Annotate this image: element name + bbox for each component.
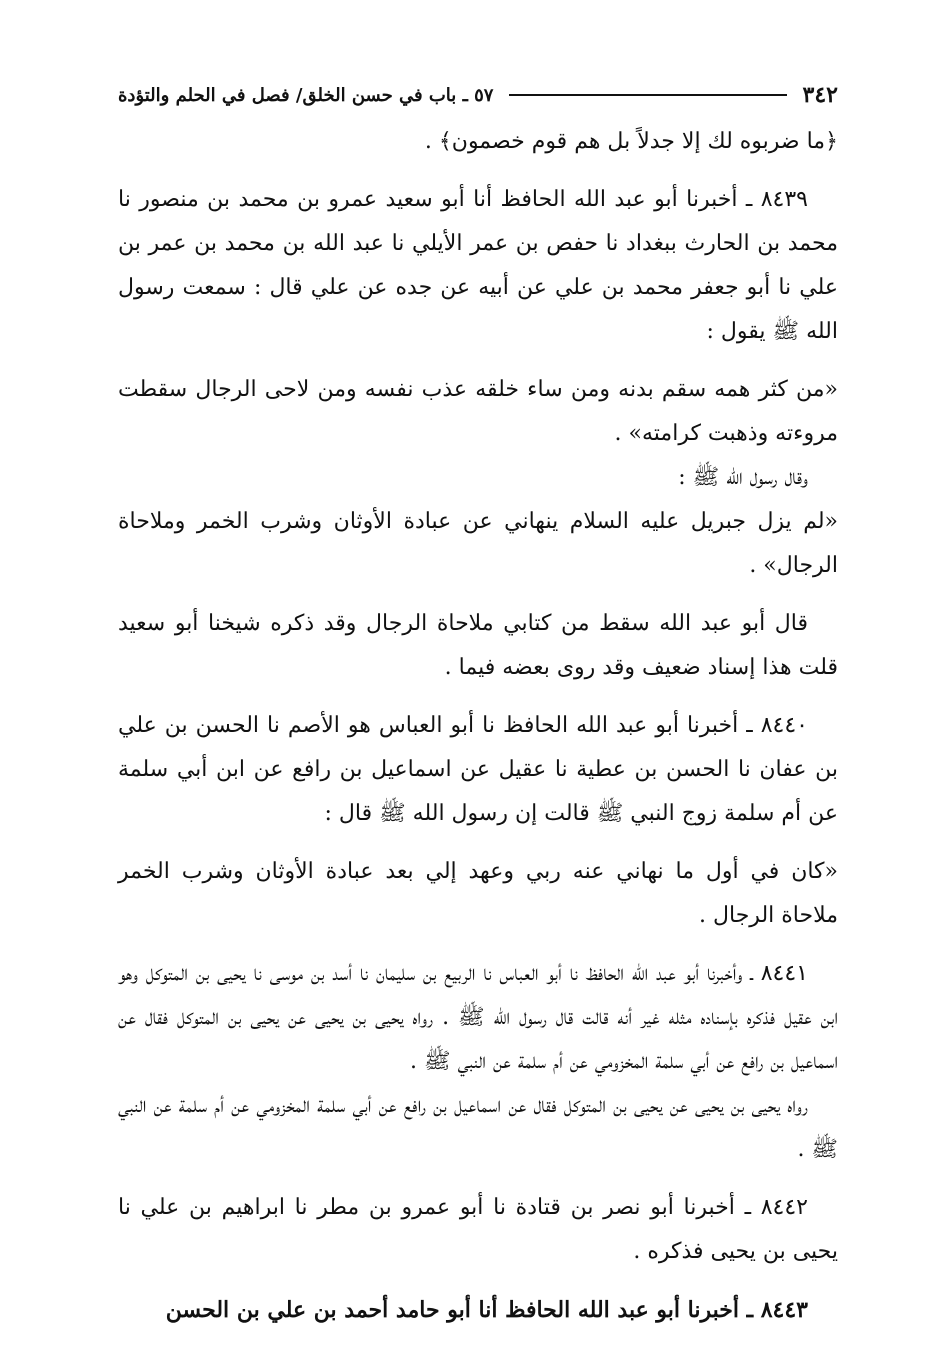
paragraph-5: «لم يزل جبريل عليه السلام ينهاني عن عبادة الأوثان وشرب الخمر وملاحاة الرجال» .: [118, 509, 838, 578]
page-header: [118, 78, 838, 112]
page-number: ٣٤٢: [802, 82, 838, 108]
body-text: [118, 120, 838, 1332]
paragraph-12: ٨٤٤٣ ـ أخبرنا أبو عبد الله الحافظ أنا أبو حامد أحمد بن علي بن الحسن: [165, 1297, 808, 1323]
paragraph-8: «كان في أول ما نهاني عنه ربي وعهد إلي بعد عبادة الأوثان وشرب الخمر ملاحاة الرجال .: [118, 859, 838, 928]
paragraph-3: «من كثر همه سقم بدنه ومن ساء خلقه عذب نفسه ومن لاحى الرجال سقطت مروءته وذهبت كرامته» .: [118, 377, 838, 446]
paragraph-4: وقال رسول الله ﷺ :: [678, 465, 808, 490]
paragraph-10: رواه يحيى بن يحيى عن يحيى بن المتوكل فقال عن اسماعيل بن رافع عن أبي سلمة المخزومي عن أم سلمة عن النبي ﷺ .: [118, 1093, 838, 1162]
paragraph-7: ٨٤٤٠ ـ أخبرنا أبو عبد الله الحافظ نا أبو العباس هو الأصم نا الحسن بن علي بن عفان نا الحسن بن عطية نا عقيل عن اسماعيل بن رافع عن ابن أبي سلمة عن أم سلمة زوج النبي ﷺ قالت إن رسول الله ﷺ قال :: [118, 713, 838, 826]
header-rule: [509, 94, 786, 96]
paragraph-9: ٨٤٤١ ـ وأخبرنا أبو عبد الله الحافظ نا أبو العباس نا الربيع بن سليمان نا أسد بن موسى نا يحيى بن المتوكل وهو ابن عقيل فذكره بإسناده مثله غير أنه قالت قال رسول الله ﷺ . رواه يحيى بن يحيى عن يحيى بن المتوكل فقال عن اسماعيل بن رافع عن أبي سلمة المخزومي عن أم سلمة عن النبي ﷺ .: [118, 961, 838, 1074]
paragraph-2: ٨٤٣٩ ـ أخبرنا أبو عبد الله الحافظ أنا أبو سعيد عمرو بن محمد بن منصور نا محمد بن الحارث ببغداد نا حفص بن عمر الأيلي نا عبد الله بن محمد بن عمر بن علي نا أبو جعفر محمد بن علي عن أبيه عن جده عن علي قال : سمعت رسول الله ﷺ يقول :: [118, 187, 838, 344]
paragraph-11: ٨٤٤٢ ـ أخبرنا أبو نصر بن قتادة نا أبو عمرو بن مطر نا ابراهيم بن علي نا يحيى بن يحيى فذكره .: [118, 1195, 838, 1264]
paragraph-1: ﴿ما ضربوه لك إلا جدلاً بل هم قوم خصمون﴾ .: [424, 129, 838, 154]
running-title: ٥٧ ـ باب في حسن الخلق/ فصل في الحلم والتؤدة: [118, 84, 494, 106]
paragraph-6: قال أبو عبد الله سقط من كتابي ملاحاة الرجال وقد ذكره شيخنا أبو سعيد قلت هذا إسناد ضعيف وقد روى بعضه فيما .: [118, 611, 838, 680]
document-page: [118, 78, 838, 1332]
